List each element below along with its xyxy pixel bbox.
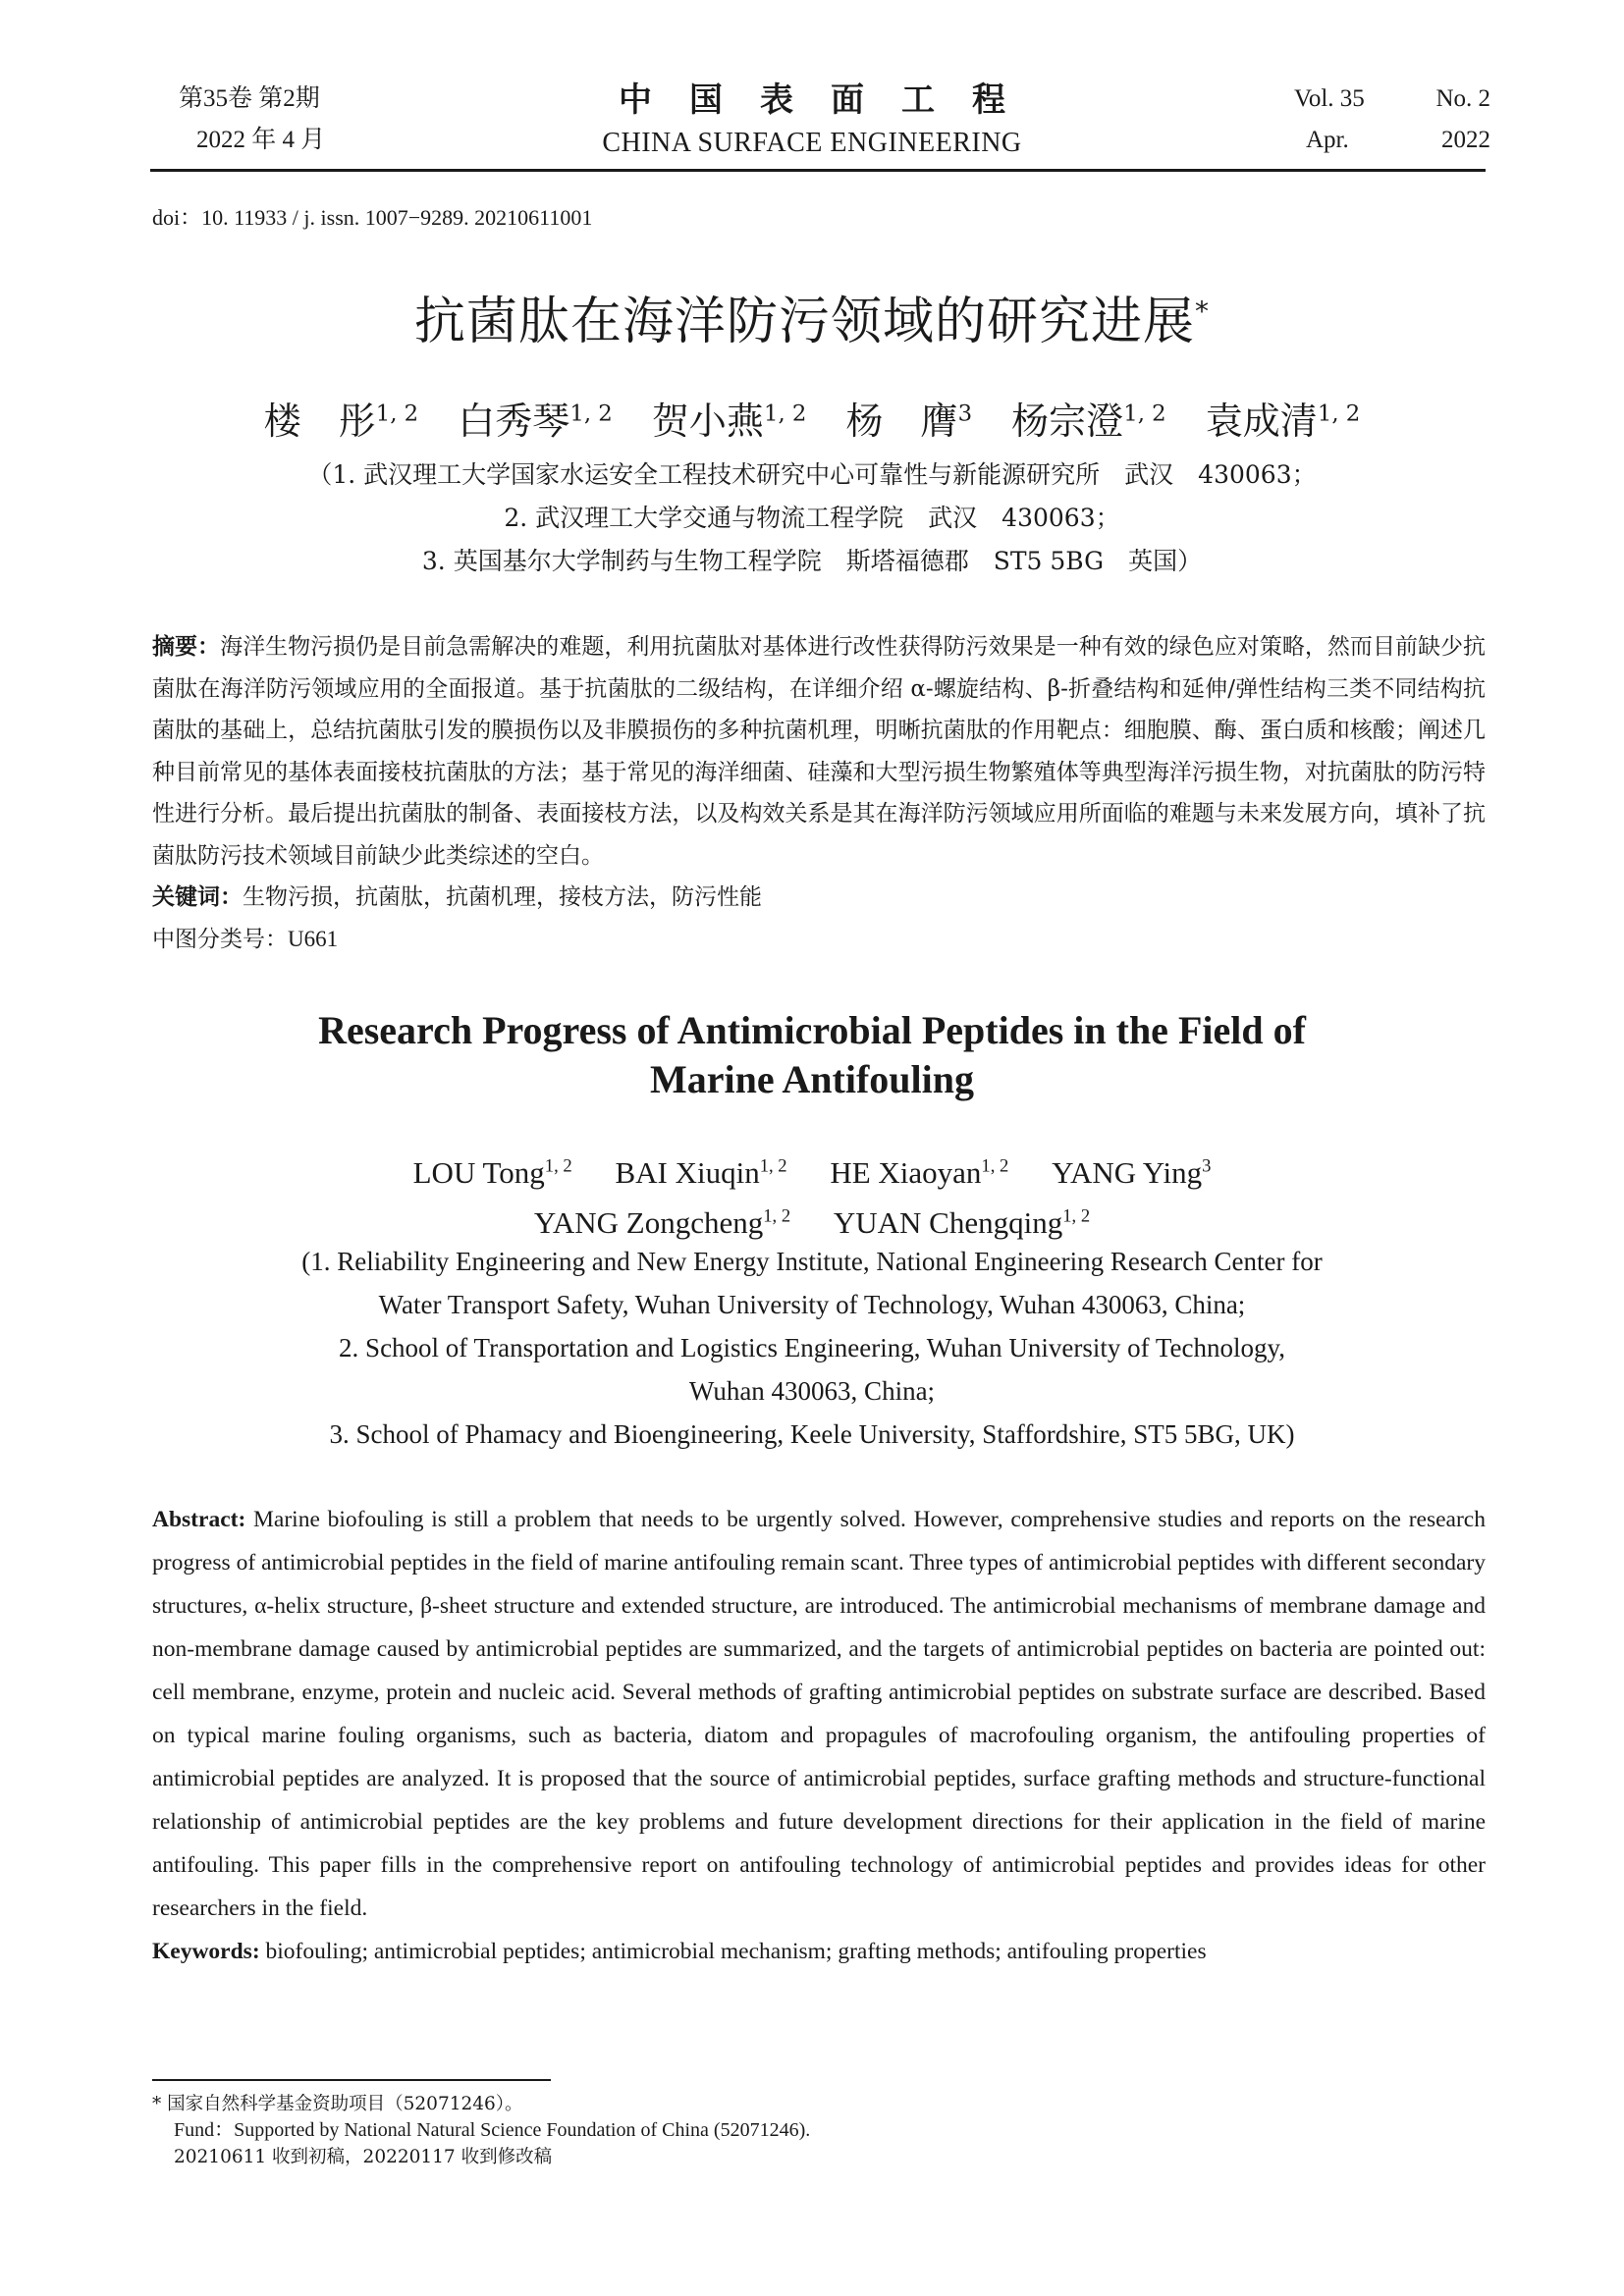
abstract-en-label: Abstract: [152, 1507, 246, 1532]
affiliation-en-line: Water Transport Safety, Wuhan University of Technology, Wuhan 430063, China; [378, 1290, 1246, 1319]
author-name: 白秀琴 [458, 400, 570, 443]
abstract-en-text: Marine biofouling is still a problem that needs to be urgently solved. However, comprehensive studies and reports on the research progress of antimicrobial peptides in the field of marine antifouling remain scant. Three types of antimicrobial peptides with different secondary structures, α-helix structure, β-sheet structure and extended structure, are introduced. The antimicrobial mechanisms of membrane damage and non-membrane damage caused by antimicrobial peptides are summarized, and the targets of antimicrobial peptides on bacteria are pointed out: cell membrane, enzyme, protein and nucleic acid. Several methods of grafting antimicrobial peptides on substrate surface are described. Based on typical marine fouling organisms, such as bacteria, diatom and propagules of macrofouling organism, the antifouling properties of antimicrobial peptides are analyzed. It is proposed that the source of antimicrobial peptides, surface grafting methods and structure-functional relationship of antimicrobial peptides are the key problems and future development directions for their application in the field of marine antifouling. This paper fills in the comprehensive report on antifouling technology of antimicrobial peptides and provides ideas for other researchers in the field. [152, 1507, 1486, 1921]
author-name: 贺小燕 [651, 400, 764, 443]
author-name: 杨宗澄 [1011, 400, 1124, 443]
author-name: 袁成清 [1205, 400, 1318, 443]
keywords-en [152, 1930, 1486, 1973]
title-cn-text: 抗菌肽在海洋防污领域的研究进展 [413, 293, 1195, 351]
affiliations-cn [0, 454, 1624, 583]
header-rule [150, 169, 1486, 172]
keywords-en-text: biofouling; antimicrobial peptides; antimicrobial mechanism; grafting methods; antifouling properties [265, 1939, 1207, 1964]
author-affil-sup: 1, 2 [1317, 400, 1361, 427]
author-cn [1206, 400, 1361, 443]
author-name: HE Xiaoyan [830, 1155, 982, 1191]
author-en [1052, 1155, 1211, 1190]
footnote-fund-cn: * 国家自然科学基金资助项目（52071246）。 [152, 2094, 523, 2114]
author-name: YANG Ying [1052, 1155, 1203, 1191]
doi: doi：10. 11933 / j. issn. 1007−9289. 20210611001 [152, 205, 593, 230]
author-affil-sup: 1, 2 [544, 1156, 572, 1177]
authors-cn [0, 391, 1624, 445]
author-cn [846, 400, 973, 443]
abstract-cn-label: 摘要： [152, 634, 221, 660]
title-en-line: Research Progress of Antimicrobial Peptides in the Field of [318, 1008, 1306, 1052]
title-en [0, 1006, 1624, 1104]
journal-name-cn: 中国表面工程 [619, 80, 1043, 120]
author-en [534, 1205, 790, 1240]
abstract-en [152, 1498, 1486, 1973]
affiliation-cn-line: （1. 武汉理工大学国家水运安全工程技术研究中心可靠性与新能源研究所 武汉 430063； [307, 460, 1317, 489]
affiliation-en-line: 3. School of Phamacy and Bioengineering, Keele University, Staffordshire, ST5 5BG, UK) [329, 1419, 1295, 1449]
title-cn-footnote-mark: * [1195, 294, 1210, 328]
abstract-cn-text: 海洋生物污损仍是目前急需解决的难题，利用抗菌肽对基体进行改性获得防污效果是一种有效的绿色应对策略，然而目前缺少抗菌肽在海洋防污领域应用的全面报道。基于抗菌肽的二级结构，在详细介绍 α-螺旋结构、β-折叠结构和延伸/弹性结构三类不同结构抗菌肽的基础上，总结抗菌肽引发的膜损伤以及非膜损伤的多种抗菌机理，明晰抗菌肽的作用靶点：细胞膜、酶、蛋白质和核酸；阐述几种目前常见的基体表面接枝抗菌肽的方法；基于常见的海洋细菌、硅藻和大型污损生物繁殖体等典型海洋污损生物，对抗菌肽的防污特性进行分析。最后提出抗菌肽的制备、表面接枝方法，以及构效关系是其在海洋防污领域应用所面临的难题与未来发展方向，填补了抗菌肽防污技术领域目前缺少此类综述的空白。 [152, 634, 1487, 869]
affiliations-en [0, 1240, 1624, 1456]
keywords-cn-label: 关键词： [152, 884, 243, 910]
title-cn [0, 280, 1624, 353]
author-en [615, 1155, 786, 1190]
author-affil-sup: 1, 2 [1062, 1205, 1091, 1227]
affiliation-en-line: (1. Reliability Engineering and New Energy Institute, National Engineering Research Center for [301, 1247, 1323, 1276]
author-affil-sup: 3 [1202, 1156, 1212, 1177]
author-cn [458, 400, 613, 443]
footnote-rule [152, 2079, 551, 2081]
issue-en: No. 2 [1435, 85, 1490, 112]
author-en [830, 1155, 1008, 1190]
footnote-fund-en: Fund：Supported by National Natural Science Foundation of China (52071246). [174, 2119, 811, 2141]
author-affil-sup: 1, 2 [763, 400, 807, 427]
author-name: 杨 膺 [845, 400, 958, 443]
keywords-en-label: Keywords: [152, 1939, 260, 1964]
affiliation-en-line: Wuhan 430063, China; [688, 1376, 936, 1406]
keywords-cn [152, 877, 1486, 919]
footnote [152, 2091, 810, 2170]
abstract-en-paragraph [152, 1498, 1486, 1930]
journal-name [491, 80, 1133, 159]
title-en-line: Marine Antifouling [649, 1057, 975, 1101]
authors-en-line [0, 1195, 1624, 1244]
clc-value: U661 [288, 926, 339, 951]
month-en: Apr. [1306, 127, 1349, 153]
year-en: 2022 [1441, 127, 1490, 153]
author-name: YANG Zongcheng [533, 1204, 764, 1240]
author-name: BAI Xiuqin [615, 1155, 760, 1191]
affiliation-en-line: 2. School of Transportation and Logistics Engineering, Wuhan University of Technology, [339, 1333, 1285, 1362]
keywords-cn-text: 生物污损，抗菌肽，抗菌机理，接枝方法，防污性能 [243, 884, 762, 910]
authors-en [0, 1146, 1624, 1245]
author-affil-sup: 1, 2 [763, 1205, 791, 1227]
author-name: LOU Tong [412, 1155, 545, 1191]
footnote-dates: 20210611 收到初稿，20220117 收到修改稿 [174, 2147, 553, 2167]
journal-name-en: CHINA SURFACE ENGINEERING [602, 128, 1022, 158]
author-affil-sup: 1, 2 [759, 1156, 787, 1177]
abstract-cn [152, 626, 1486, 960]
author-affil-sup: 1, 2 [569, 400, 613, 427]
author-affil-sup: 1, 2 [1123, 400, 1166, 427]
clc-number [152, 919, 1486, 961]
author-name: 楼 彤 [263, 400, 376, 443]
header-volume-info-en [1294, 86, 1490, 169]
affiliation-cn-line: 2. 武汉理工大学交通与物流工程学院 武汉 430063； [504, 504, 1120, 532]
author-en [413, 1155, 572, 1190]
abstract-cn-paragraph [152, 626, 1486, 877]
author-cn [652, 400, 807, 443]
author-affil-sup: 3 [957, 400, 973, 427]
author-name: YUAN Chengqing [833, 1204, 1063, 1240]
header-volume-info [179, 86, 434, 169]
author-affil-sup: 1, 2 [375, 400, 419, 427]
date-cn: 2022 年 4 月 [196, 127, 326, 153]
author-cn [264, 400, 419, 443]
author-cn [1011, 400, 1166, 443]
author-en [834, 1205, 1090, 1240]
author-affil-sup: 1, 2 [981, 1156, 1009, 1177]
volume-issue-cn: 第35卷 第2期 [179, 85, 320, 112]
volume-en: Vol. 35 [1294, 85, 1365, 112]
affiliation-cn-line: 3. 英国基尔大学制药与生物工程学院 斯塔福德郡 ST5 5BG 英国） [421, 547, 1203, 575]
clc-label: 中图分类号： [152, 926, 288, 952]
authors-en-line [0, 1146, 1624, 1195]
